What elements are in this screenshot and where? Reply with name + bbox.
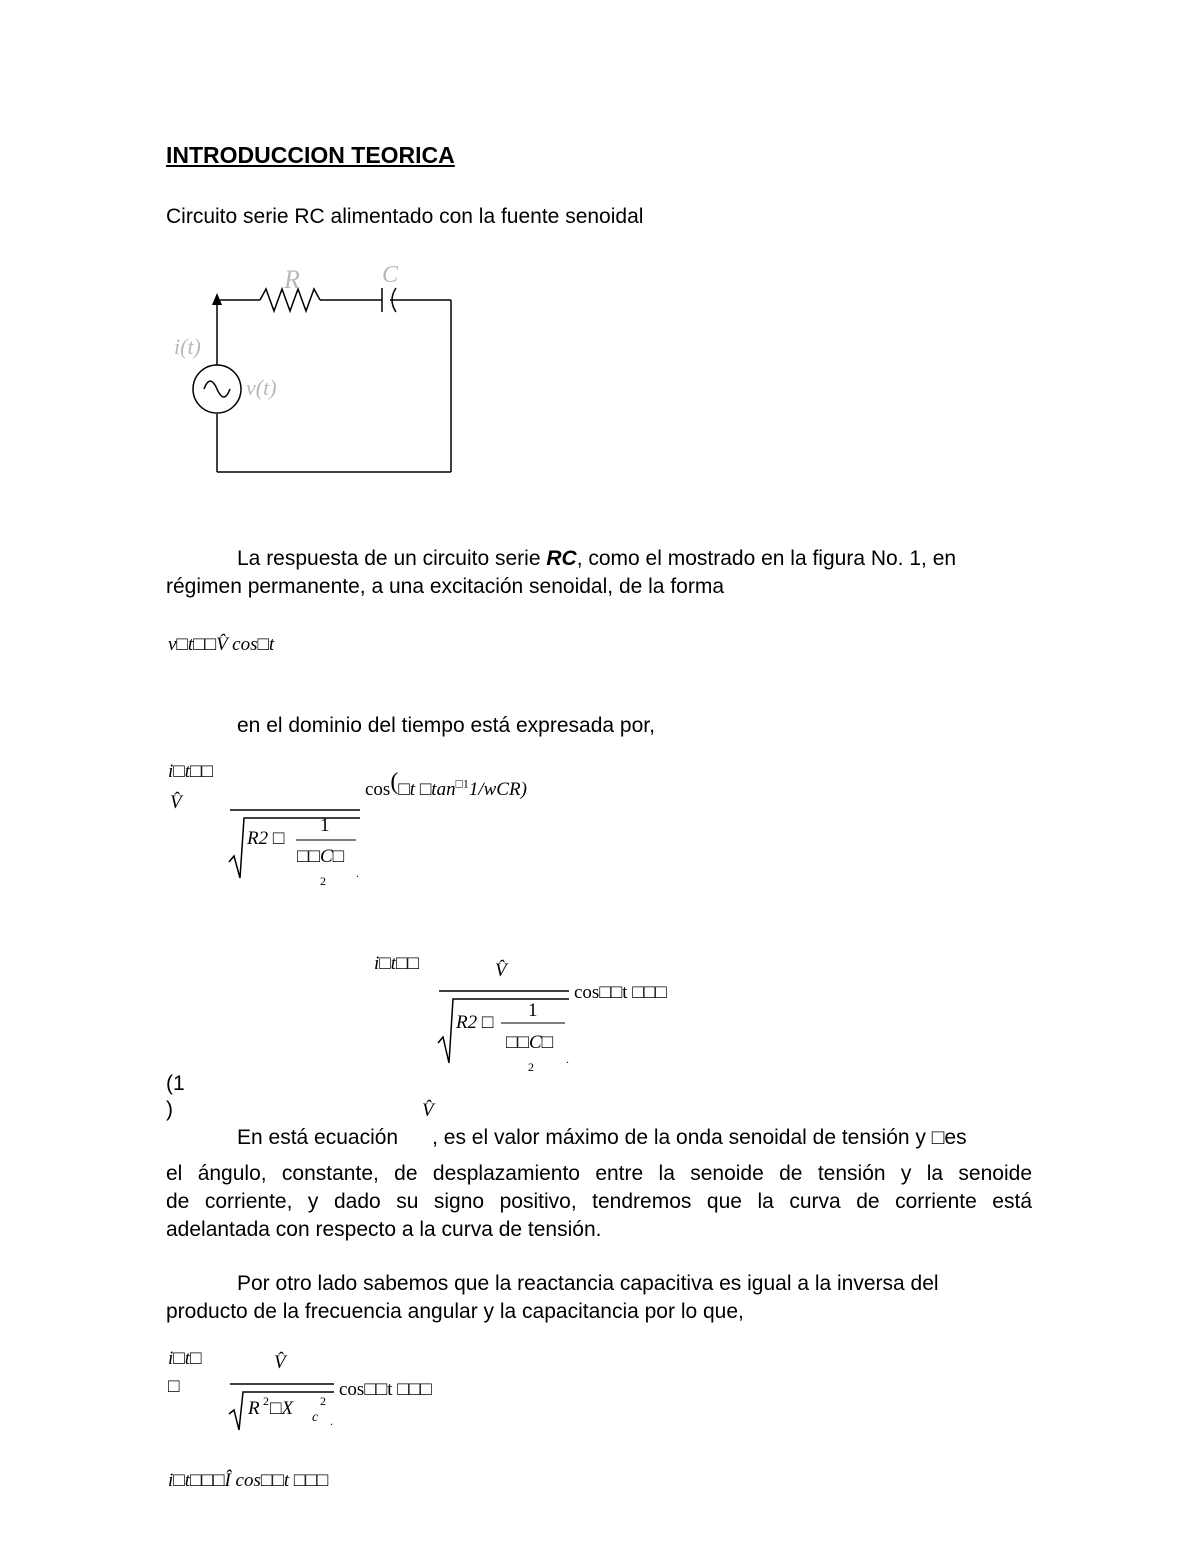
- equation-2-cos: cos(□t $□\tan^{□1}1/wCR$): [365, 769, 527, 800]
- equation-number-open: (1: [166, 1072, 185, 1095]
- equation-3-denom: □□C□: [506, 1032, 554, 1053]
- rc-circuit-diagram: [160, 255, 470, 485]
- equation-2-dot: .: [356, 866, 359, 880]
- paragraph-1-line-1: La respuesta de un circuito serie RC, como el mostrado en la figura No. 1, en: [237, 547, 957, 570]
- equation-2-denom: □□C□: [297, 846, 345, 867]
- paragraph-3-vhat: V̂: [422, 1100, 434, 1121]
- equation-2-vhat: V̂: [170, 792, 182, 813]
- equation-2-r2: R2 □: [247, 828, 285, 849]
- paragraph-3-line-3: de corriente, y dado su signo positivo, tendremos que la curva de corriente está: [166, 1190, 1032, 1213]
- equation-2-exponent: 2: [320, 874, 326, 888]
- equation-3-vhat: V̂: [495, 960, 507, 981]
- equation-4-lhs-2: □: [168, 1376, 180, 1397]
- current-arrow-icon: [212, 293, 222, 305]
- equation-5: i□t□□□Î cos□□t □□□: [168, 1470, 329, 1491]
- equation-4-exp-a: 2: [263, 1394, 269, 1408]
- capacitor-label: C: [382, 262, 399, 288]
- equation-3-dot: .: [566, 1052, 569, 1066]
- sine-wave-icon: [204, 381, 230, 397]
- paragraph-4-line-1: Por otro lado sabemos que la reactancia capacitiva es igual a la inversa del: [237, 1272, 939, 1295]
- equation-4-subscript: c: [312, 1410, 319, 1425]
- equation-3-one: 1: [528, 1000, 538, 1021]
- equation-number-close: ): [166, 1098, 173, 1121]
- equation-4-xc: □X: [270, 1398, 294, 1419]
- voltage-label: v(t): [246, 375, 277, 400]
- equation-4-lhs-1: i□t□: [168, 1348, 202, 1369]
- paragraph-4-line-2: producto de la frecuencia angular y la capacitancia por lo que,: [166, 1300, 744, 1323]
- equation-voltage: v□t□□V̂ cos□t: [168, 634, 275, 655]
- equation-2-lhs: i□t□□: [168, 761, 213, 782]
- paragraph-1-line-2: régimen permanente, a una excitación senoidal, de la forma: [166, 575, 724, 598]
- section-subtitle: Circuito serie RC alimentado con la fuente senoidal: [166, 205, 644, 228]
- equation-4-exp-b: 2: [320, 1394, 326, 1408]
- paragraph-3-line-4: adelantada con respecto a la curva de tensión.: [166, 1218, 602, 1241]
- equation-3-r2: R2 □: [456, 1012, 494, 1033]
- equation-4-vhat: V̂: [274, 1352, 286, 1373]
- equation-3-lhs: i□t□□: [374, 953, 419, 974]
- page-title: INTRODUCCION TEORICA: [166, 142, 455, 168]
- paragraph-2: en el dominio del tiempo está expresada por,: [237, 714, 655, 737]
- current-label: i(t): [174, 334, 201, 359]
- paragraph-3-line-1: En está ecuación , es el valor máximo de la onda senoidal de tensión y □es: [237, 1126, 967, 1149]
- equation-4-cos: cos□□t □□□: [339, 1379, 432, 1400]
- equation-3-cos: cos□□t □□□: [574, 982, 667, 1003]
- resistor-label: R: [284, 265, 300, 294]
- paragraph-3-line-2: el ángulo, constante, de desplazamiento entre la senoide de tensión y la senoide: [166, 1162, 1032, 1185]
- equation-2-one: 1: [320, 815, 330, 836]
- equation-4-dot: .: [330, 1414, 333, 1428]
- equation-3-exponent: 2: [528, 1060, 534, 1074]
- equation-4-r: R: [248, 1398, 260, 1419]
